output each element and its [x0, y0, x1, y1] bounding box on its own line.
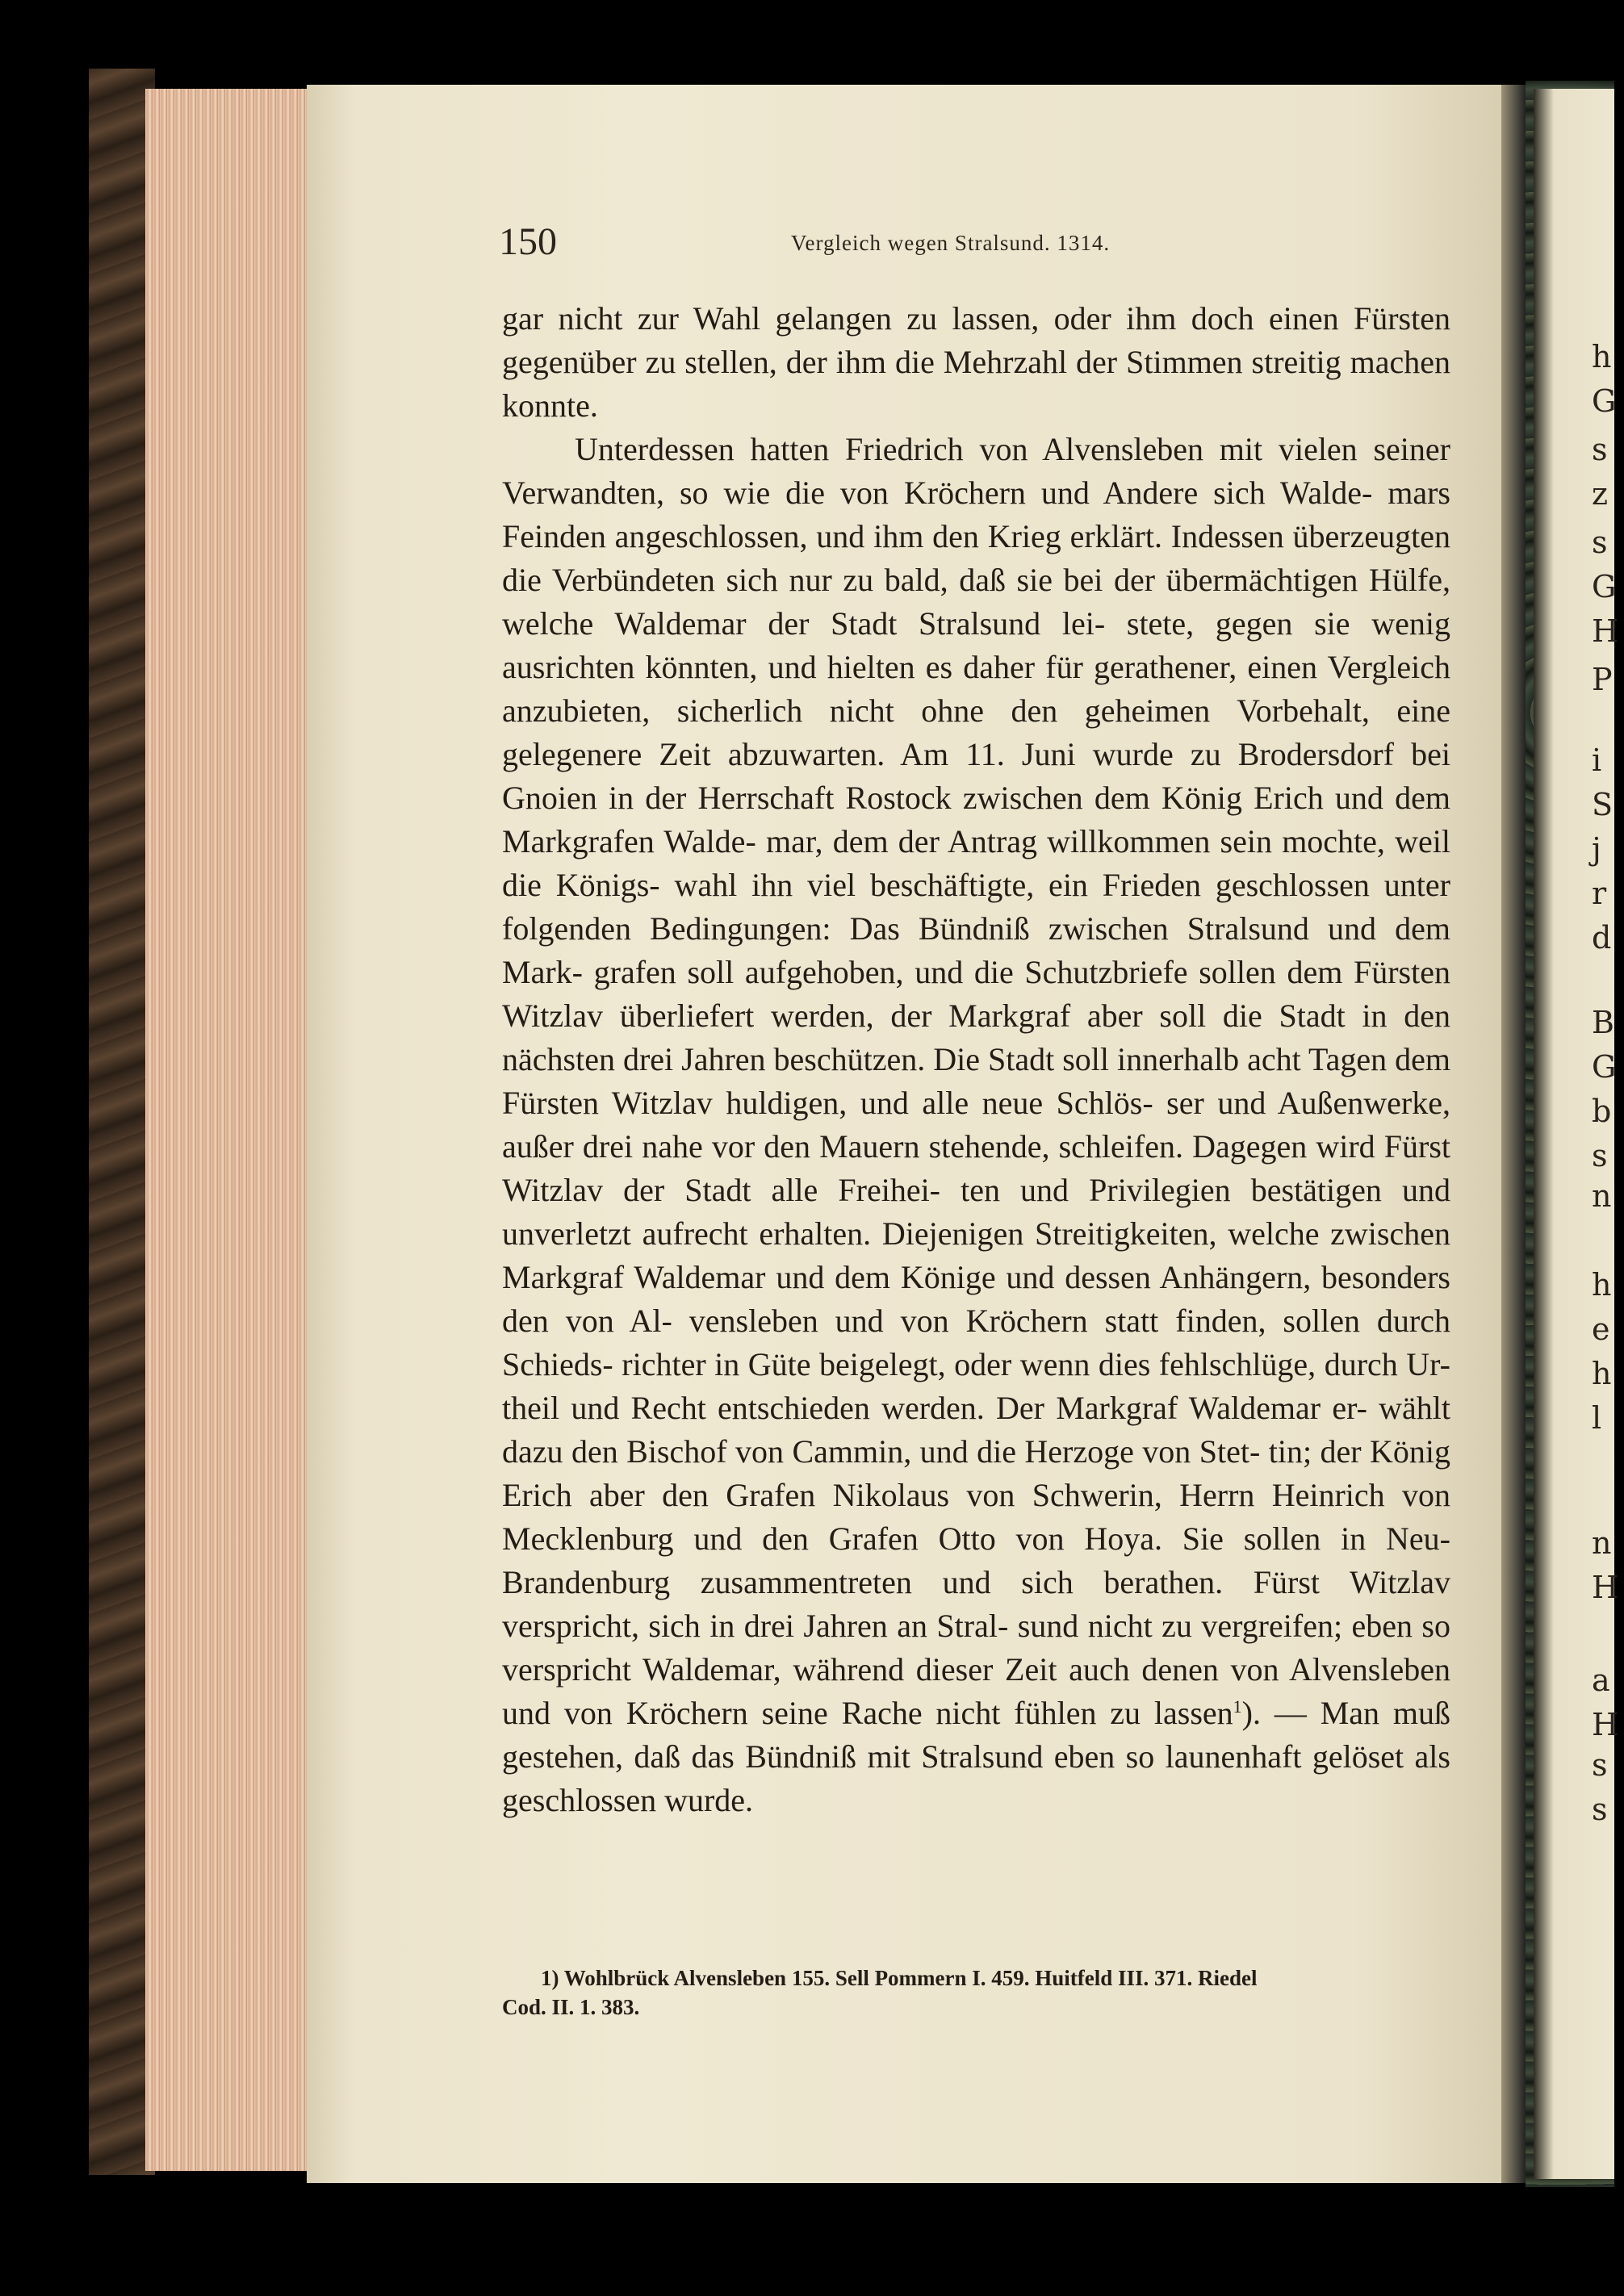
facing-page-letter: e — [1592, 1311, 1610, 1347]
facing-page-letter: i — [1592, 742, 1602, 778]
facing-page-letter: h — [1592, 1356, 1612, 1391]
facing-page-letter: d — [1592, 920, 1612, 956]
footnote-marker: 1 — [1233, 1696, 1242, 1717]
facing-page-letter: P — [1592, 662, 1613, 697]
page-stack-edge — [145, 89, 307, 2171]
facing-page-letter: s — [1592, 1138, 1608, 1173]
facing-page-letter: s — [1592, 525, 1608, 560]
facing-page-letter: z — [1592, 476, 1609, 512]
facing-page-letter: G — [1592, 1049, 1617, 1085]
facing-page-letter: b — [1592, 1094, 1612, 1129]
paragraph-2 — [502, 428, 1450, 1822]
running-head: Vergleich wegen Stralsund. 1314. — [791, 231, 1111, 255]
facing-page-letter: h — [1592, 339, 1612, 374]
facing-page-letter: G — [1592, 383, 1617, 419]
facing-page-letter: G — [1592, 569, 1617, 604]
footnote-line-1: 1) Wohlbrück Alvensleben 155. Sell Pommern I. 459. Huitfeld III. 371. Riedel — [541, 1966, 1258, 1990]
facing-page-letter: s — [1592, 1747, 1608, 1783]
facing-page-letter: H — [1592, 1707, 1619, 1742]
facing-page-letter: H — [1592, 613, 1619, 649]
body-text — [502, 297, 1450, 1822]
facing-page-letter: n — [1592, 1525, 1612, 1561]
facing-page-letter: n — [1592, 1178, 1612, 1214]
paragraph-2-end: ). — Man muß gestehen, daß das Bündniß mit Stralsund eben so launenhaft gelöset als geschlossen wurde. — [502, 1695, 1450, 1818]
facing-page-letter: H — [1592, 1570, 1619, 1605]
footnote — [502, 1964, 1453, 2022]
page-number: 150 — [499, 220, 557, 263]
gutter-shadow — [1501, 85, 1526, 2183]
paragraph-2-main: Unterdessen hatten Friedrich von Alvensleben mit vielen seiner Verwandten, so wie die von Kröchern und Andere sich Walde- mars Feinden angeschlossen, und ihm den Krieg erklärt. Indessen überzeugten die Verbündeten sich nur zu bald, daß sie bei der übermächtigen Hülfe, welche Waldemar der Stadt Stralsund lei- stete, gegen sie wenig ausrichten könnten, und hielten es daher für gerathener, einen Vergleich anzubieten, sicherlich nicht ohne den geheimen Vorbehalt, eine gelegenere Zeit abzuwarten. Am 11. Juni wurde zu Brodersdorf bei Gnoien in der Herrschaft Rostock zwischen dem König Erich und dem Markgrafen Walde- mar, dem der Antrag willkommen sein mochte, weil die Königs- wahl ihn viel beschäftigte, ein Frieden geschlossen unter folgenden Bedingungen: Das Bündniß zwischen Stralsund und dem Mark- grafen soll aufgehoben, und die Schutzbriefe sollen dem Fürsten Witzlav überliefert werden, der Markgraf aber soll die Stadt in den nächsten drei Jahren beschützen. Die Stadt soll innerhalb acht Tagen dem Fürsten Witzlav huldigen, und alle neue Schlös- ser und Außenwerke, außer drei nahe vor den Mauern stehende, schleifen. Dagegen wird Fürst Witzlav der Stadt alle Freihei- ten und Privilegien bestätigen und unverletzt aufrecht erhalten. Diejenigen Streitigkeiten, welche zwischen Markgraf Waldemar und dem Könige und dessen Anhängern, besonders den von Al- vensleben und von Kröchern statt finden, sollen durch Schieds- richter in Güte beigelegt, oder wenn dies fehlschlüge, durch Ur- theil und Recht entschieden werden. Der Markgraf Waldemar er- wählt dazu den Bischof von Cammin, und die Herzoge von Stet- tin; der König Erich aber den Grafen Nikolaus von Schwerin, Herrn Heinrich von Mecklenburg und den Grafen Otto von Hoya. Sie sollen in Neu-Brandenburg zusammentreten und sich berathen. Fürst Witzlav verspricht, sich in drei Jahren an Stral- sund nicht zu vergreifen; eben so verspricht Waldemar, während dieser Zeit auch denen von Alvensleben und von Kröchern seine Rache nicht fühlen zu lassen — [502, 431, 1450, 1731]
facing-page-letter: j — [1592, 831, 1601, 867]
facing-page-letter: S — [1592, 787, 1614, 822]
facing-page-letter: l — [1592, 1400, 1602, 1436]
facing-page-letter: h — [1592, 1267, 1612, 1303]
footnote-line-2: Cod. II. 1. 383. — [502, 1995, 640, 2019]
facing-page-letter: a — [1592, 1662, 1610, 1698]
facing-page-letter: r — [1592, 876, 1607, 911]
facing-page-letter: s — [1592, 432, 1608, 467]
paragraph-1: gar nicht zur Wahl gelangen zu lassen, oder ihm doch einen Fürsten gegenüber zu stellen, der ihm die Mehrzahl der Stimmen streitig machen konnte. — [502, 300, 1450, 424]
facing-page-letter: B — [1592, 1005, 1614, 1040]
facing-page-letter: s — [1592, 1792, 1608, 1827]
